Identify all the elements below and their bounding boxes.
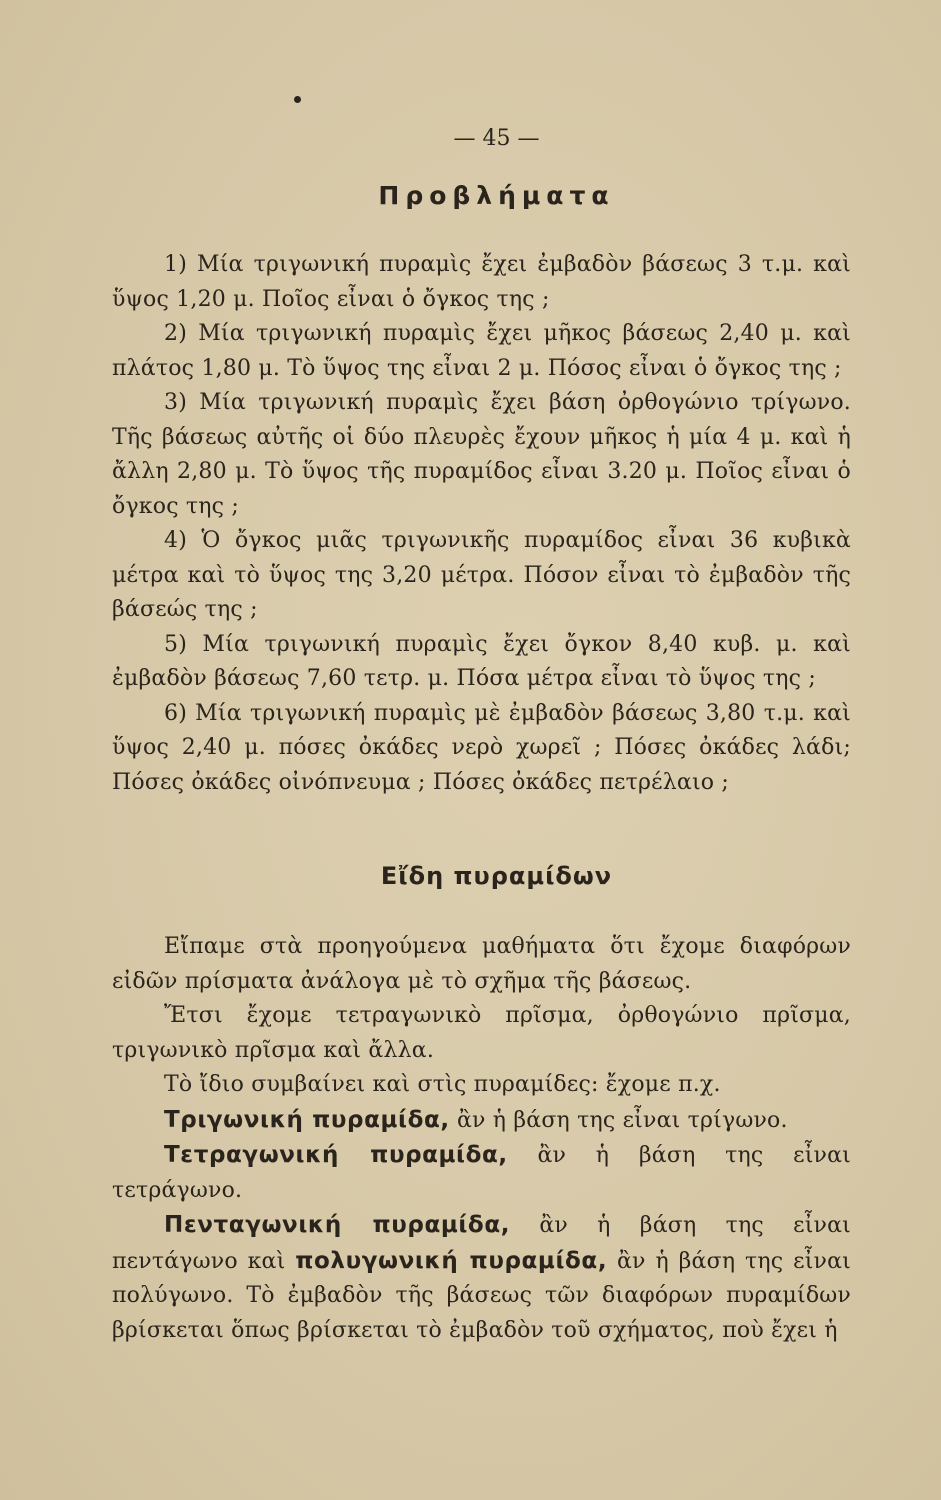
- types-heading: Εἴδη πυραμίδων: [380, 862, 613, 890]
- polygonal-pyramid-text: ἂν ἡ βάση της εἶναι πολύγωνο. Τὸ ἐμβαδὸν τῆς βάσεως τῶν διαφόρων πυραμίδων βρίσκεται ὅπως βρίσκεται τὸ ἐμβαδὸν τοῦ σχήματος, ποὺ ἔχει ἡ: [112, 1248, 851, 1343]
- problem-4: 4) Ὁ ὄγκος μιᾶς τριγωνικῆς πυραμίδος εἶναι 36 κυβικὰ μέτρα καὶ τὸ ὕψος της 3,20 μέτρα. Πόσον εἶναι τὸ ἐμβαδὸν τῆς βάσεώς της ;: [112, 528, 851, 622]
- types-paragraph-3: Τὸ ἴδιο συμβαίνει καὶ στὶς πυραμίδες: ἔχομε π.χ.: [164, 1072, 721, 1097]
- ink-dot: [294, 96, 301, 103]
- problem-5: 5) Μία τριγωνική πυραμὶς ἔχει ὄγκον 8,40 κυβ. μ. καὶ ἐμβαδὸν βάσεως 7,60 τετρ. μ. Πόσα μέτρα εἶναι τὸ ὕψος της ;: [112, 631, 851, 691]
- types-paragraph-1: Εἴπαμε στὰ προηγούμενα μαθήματα ὅτι ἔχομε διαφόρων εἰδῶν πρίσματα ἀνάλογα μὲ τὸ σχῆμα τῆς βάσεως.: [112, 934, 851, 994]
- square-pyramid-text: ἂν ἡ βάση της εἶναι τετράγωνο.: [112, 1143, 851, 1203]
- problem-6: 6) Μία τριγωνική πυραμὶς μὲ ἐμβαδὸν βάσεως 3,80 τ.μ. καὶ ὕψος 2,40 μ. πόσες ὀκάδες νερὸ χωρεῖ ; Πόσες ὀκάδες λάδι; Πόσες ὀκάδες οἰνόπνευμα ; Πόσες ὀκάδες πετρέλαιο ;: [112, 700, 851, 795]
- types-paragraph-2: Ἔτσι ἔχομε τετραγωνικὸ πρῖσμα, ὀρθογώνιο πρῖσμα, τριγωνικὸ πρῖσμα καὶ ἄλλα.: [112, 1003, 851, 1063]
- pentagonal-pyramid-definition: [112, 1208, 851, 1348]
- problem-1: 1) Μία τριγωνική πυραμὶς ἔχει ἐμβαδὸν βάσεως 3 τ.μ. καὶ ὕψος 1,20 μ. Ποῖος εἶναι ὁ ὄγκος της ;: [112, 252, 851, 312]
- pentagonal-pyramid-text: ἂν ἡ βάση της εἶναι πεντάγωνο καὶ: [112, 1213, 852, 1274]
- pentagonal-pyramid-term: Πενταγωνική πυραμίδα,: [164, 1212, 511, 1238]
- polygonal-pyramid-term: πολυγωνική πυραμίδα,: [295, 1247, 608, 1274]
- square-pyramid-term: Τετραγωνική πυραμίδα,: [164, 1142, 508, 1168]
- triangular-pyramid-definition: [112, 1103, 851, 1139]
- problems-heading: Προβλήματα: [378, 181, 615, 210]
- triangular-pyramid-term: Τριγωνική πυραμίδα,: [164, 1106, 450, 1133]
- problem-2: 2) Μία τριγωνική πυραμὶς ἔχει μῆκος βάσεως 2,40 μ. καὶ πλάτος 1,80 μ. Τὸ ὕψος της εἶναι 2 μ. Πόσος εἶναι ὁ ὄγκος της ;: [112, 321, 851, 381]
- triangular-pyramid-text: ἂν ἡ βάση της εἶναι τρίγωνο.: [449, 1107, 788, 1133]
- page-number: — 45 —: [453, 126, 540, 151]
- problem-3: 3) Μία τριγωνική πυραμὶς ἔχει βάση ὀρθογώνιο τρίγωνο. Τῆς βάσεως αὐτῆς οἱ δύο πλευρὲς ἔχουν μῆκος ἡ μία 4 μ. καὶ ἡ ἄλλη 2,80 μ. Τὸ ὕψος τῆς πυραμίδος εἶναι 3.20 μ. Ποῖος εἶναι ὁ ὄγκος της ;: [112, 390, 851, 519]
- square-pyramid-definition: [112, 1138, 851, 1208]
